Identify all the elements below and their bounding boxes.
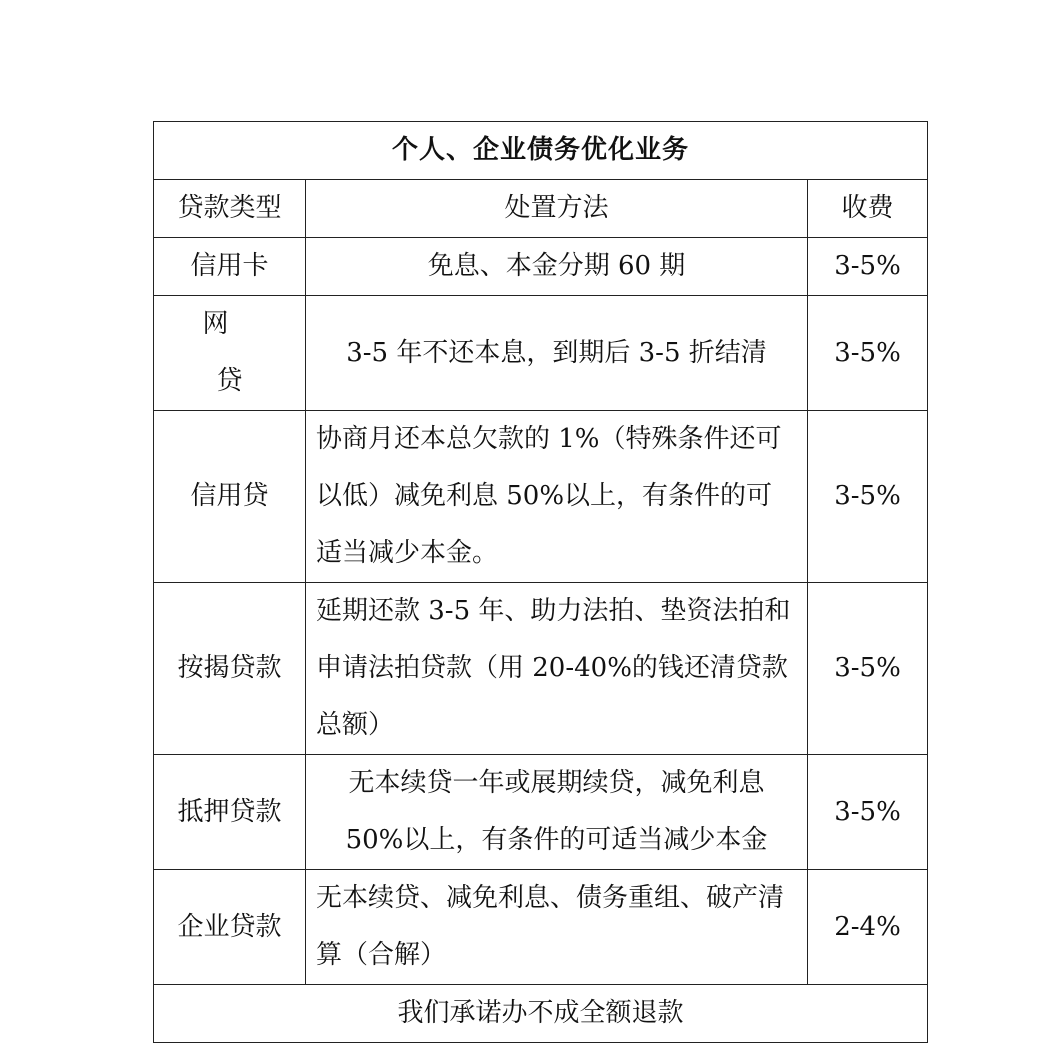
- table-row: [154, 755, 928, 870]
- row-fee: 3-5%: [808, 296, 928, 411]
- header-row: [154, 180, 928, 238]
- row-loan-type: 网 贷: [154, 296, 306, 411]
- footer-row: [154, 985, 928, 1043]
- row-loan-type: 企业贷款: [154, 870, 306, 985]
- row-loan-type: 信用贷: [154, 411, 306, 583]
- title-row: [154, 122, 928, 180]
- row-loan-type: 抵押贷款: [154, 755, 306, 870]
- row-fee: 3-5%: [808, 755, 928, 870]
- row-method: 延期还款 3-5 年、助力法拍、垫资法拍和申请法拍贷款（用 20-40%的钱还清贷款总额）: [306, 583, 808, 755]
- table-row: [154, 296, 928, 411]
- table-row: [154, 411, 928, 583]
- header-fee: 收费: [808, 180, 928, 238]
- row-loan-type: 按揭贷款: [154, 583, 306, 755]
- debt-optimization-table: [153, 121, 928, 1043]
- table-row: [154, 238, 928, 296]
- refund-promise: 我们承诺办不成全额退款: [154, 985, 928, 1043]
- row-method: 协商月还本总欠款的 1%（特殊条件还可以低）减免利息 50%以上，有条件的可适当减少本金。: [306, 411, 808, 583]
- table-title: 个人、企业债务优化业务: [154, 122, 928, 180]
- table-row: [154, 583, 928, 755]
- row-loan-type: 信用卡: [154, 238, 306, 296]
- row-method: 无本续贷、减免利息、债务重组、破产清算（合解）: [306, 870, 808, 985]
- row-fee: 2-4%: [808, 870, 928, 985]
- row-method: 免息、本金分期 60 期: [306, 238, 808, 296]
- header-method: 处置方法: [306, 180, 808, 238]
- row-method: 3-5 年不还本息，到期后 3-5 折结清: [306, 296, 808, 411]
- row-method: 无本续贷一年或展期续贷，减免利息 50%以上，有条件的可适当减少本金: [306, 755, 808, 870]
- row-fee: 3-5%: [808, 238, 928, 296]
- row-fee: 3-5%: [808, 583, 928, 755]
- table-row: [154, 870, 928, 985]
- header-loan-type: 贷款类型: [154, 180, 306, 238]
- row-fee: 3-5%: [808, 411, 928, 583]
